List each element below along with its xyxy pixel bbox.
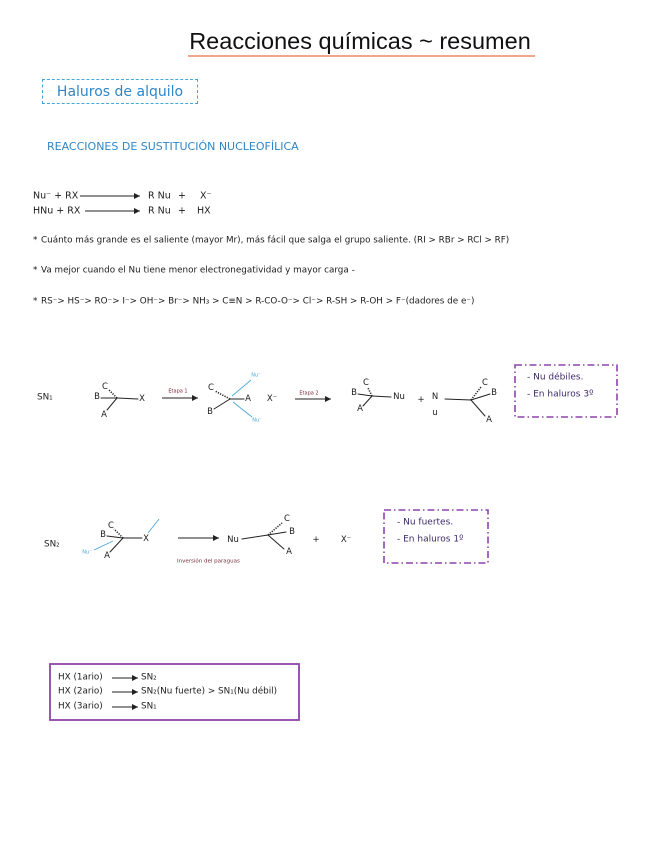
sn1-carbocation-hashed-bond-c <box>215 391 230 399</box>
sn2-condition-2: - En haluros 1º <box>397 534 464 545</box>
sn2-reactant-a: A <box>104 550 110 561</box>
sn1-reactant-x: X <box>139 393 145 404</box>
sn2-nucleophile: Nu⁻ <box>82 549 92 556</box>
reaction-1-byproduct: X⁻ <box>200 190 212 202</box>
sn1-product2-b: B <box>491 387 497 398</box>
reaction-1-product: R Nu <box>148 190 171 202</box>
reaction-1-plus: + <box>178 190 186 202</box>
summary-row-1-mechanism: SN₂ <box>141 672 157 683</box>
summary-row-3-substrate: HX (3ario) <box>58 701 103 712</box>
sn1-nucleophile-top: Nu⁻ <box>251 372 261 379</box>
reaction-1-reactants: Nu⁻ + RX <box>33 190 79 202</box>
sn2-reactant-c: C <box>108 520 114 531</box>
sn2-reactant-bond-a <box>110 538 123 552</box>
sn2-reactant-b: B <box>100 529 106 540</box>
sn2-attack-line <box>94 541 113 550</box>
sn2-leaving-ion: X⁻ <box>340 534 352 545</box>
sn1-carbocation-b: B <box>207 406 213 417</box>
sn1-product2-c: C <box>482 377 488 388</box>
reaction-2-product: R Nu <box>148 205 171 217</box>
note-1-text: Cuánto más grande es el saliente (mayor Mr), más fácil que salga el grupo saliente. (RI > RBr > RCl > RF) <box>41 235 510 246</box>
sn1-product1-bond-b <box>358 394 372 396</box>
sn1-reactant-hashed-bond-c <box>109 390 117 398</box>
sn1-reactant-a: A <box>101 409 107 420</box>
sn1-step1-label: Etapa 1 <box>168 388 188 395</box>
summary-row-1-substrate: HX (1ario) <box>58 672 103 683</box>
sn1-product1-c: C <box>363 377 369 388</box>
sn1-reactant-b: B <box>94 391 100 402</box>
sn1-product1-a: A <box>357 403 363 414</box>
note-3-bullet: * <box>33 296 38 307</box>
sn1-label: SN₁ <box>37 392 53 403</box>
sn2-product-c: C <box>284 513 290 524</box>
reaction-2-byproduct: HX <box>197 205 211 217</box>
sn1-product2-nu-n: N <box>431 391 439 402</box>
sn1-product2-bond-a <box>471 400 485 416</box>
sn1-product1-bond-nu <box>372 396 391 397</box>
note-2-bullet: * <box>33 265 38 276</box>
sn1-product2-bond-b <box>471 394 490 400</box>
sn1-product2-a: A <box>486 414 492 425</box>
sn2-condition-1: - Nu fuertes. <box>397 517 454 528</box>
sn1-product1-hashed-bond-c <box>368 388 372 396</box>
sn1-reactant-bond-x <box>117 398 138 399</box>
sn2-product-bond-a <box>268 535 284 549</box>
summary-row-2-mechanism: SN₂(Nu fuerte) > SN₁(Nu débil) <box>141 686 278 697</box>
reaction-2-reactants: HNu + RX <box>33 205 81 217</box>
sn1-carbocation-a: A <box>245 393 251 404</box>
sn2-product-a: A <box>286 546 292 557</box>
sn1-condition-2: - En haluros 3º <box>527 389 594 400</box>
sn1-reactant-c: C <box>102 381 108 392</box>
sn1-leaving-ion: X⁻ <box>266 393 278 404</box>
sn1-product1-b: B <box>351 387 357 398</box>
sn1-nucleophile-bottom: Nu⁻ <box>252 417 262 424</box>
sn1-product1-bond-a <box>363 396 372 406</box>
note-3-text: RS⁻> HS⁻> RO⁻> I⁻> OH⁻> Br⁻> NH₃ > C≡N > R-CO-O⁻> Cl⁻> R-SH > R-OH > F⁻(dadores de e⁻) <box>41 296 475 307</box>
section-heading-box <box>42 79 198 104</box>
sn2-product-nu: Nu <box>227 534 239 545</box>
sn2-arrow-label: Inversión del paraguas <box>177 558 240 565</box>
reaction-2-plus: + <box>178 205 186 217</box>
sn1-plus: + <box>417 394 425 405</box>
note-2-text: Va mejor cuando el Nu tiene menor electronegatividad y mayor carga - <box>41 265 355 276</box>
summary-row-2-substrate: HX (2ario) <box>58 686 103 697</box>
sn1-condition-1: - Nu débiles. <box>527 372 584 383</box>
note-1-bullet: * <box>33 235 38 246</box>
sn1-product2-bond-nu <box>445 399 471 400</box>
sn1-carbocation-c: C <box>208 382 214 393</box>
summary-row-3-mechanism: SN₁ <box>141 701 157 712</box>
sn2-label: SN₂ <box>44 539 60 550</box>
sn2-reactant-x: X <box>143 533 149 544</box>
sn1-attack-line-bottom <box>233 402 252 417</box>
sn1-reactant-bond-a <box>107 398 117 410</box>
sn2-product-b: B <box>289 526 295 537</box>
sn1-carbocation-bond-b <box>214 399 230 409</box>
section-heading: Haluros de alquilo <box>56 83 184 100</box>
subheading: REACCIONES DE SUSTITUCIÓN NUCLEOFÍLICA <box>47 140 299 153</box>
sn2-product-bond-nu <box>242 535 268 539</box>
page-title: Reacciones químicas ~ resumen <box>189 28 531 54</box>
sn1-product1-nu: Nu <box>393 391 405 402</box>
sn1-product2-nu-u: u <box>432 407 438 418</box>
sn2-plus: + <box>312 534 320 545</box>
sn1-step2-label: Etapa 2 <box>299 390 319 397</box>
sn2-leaving-line <box>148 519 159 533</box>
